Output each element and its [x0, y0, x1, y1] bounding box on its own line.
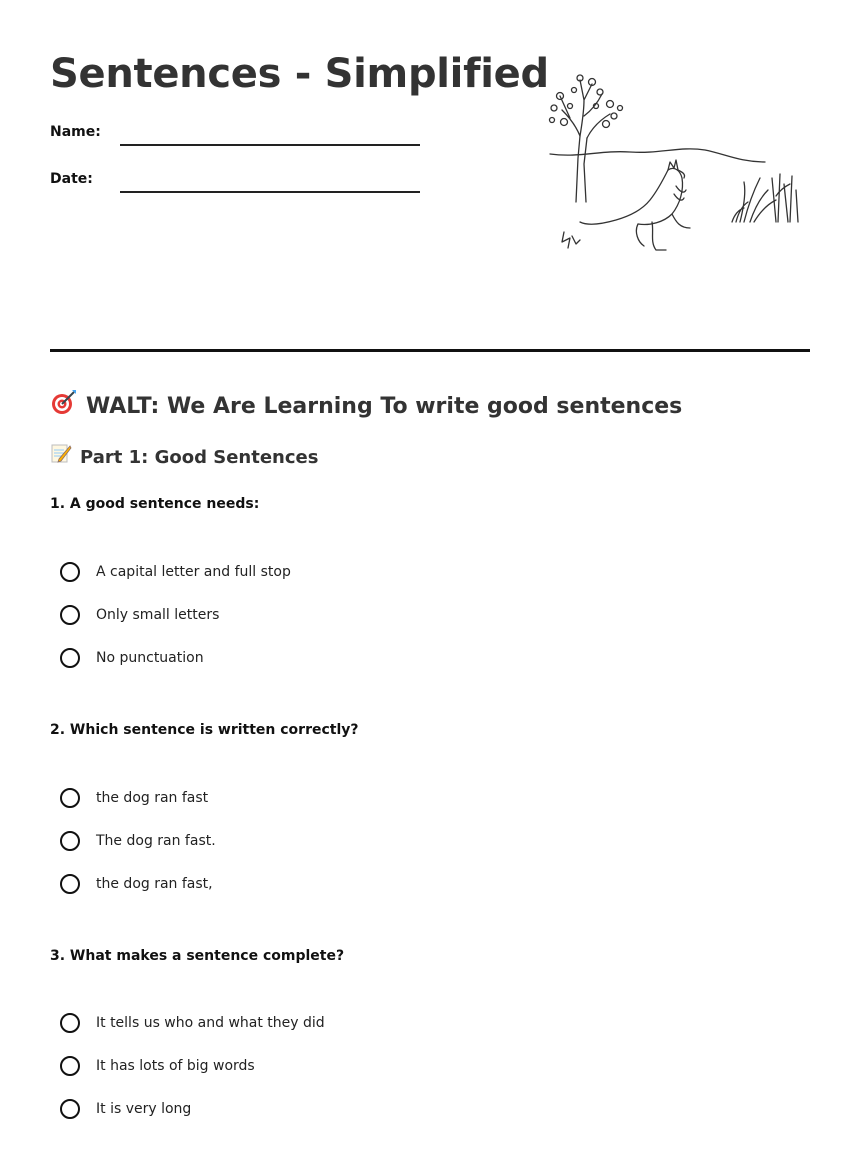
memo-icon [50, 442, 72, 473]
option-label: the dog ran fast, [96, 876, 213, 892]
question-2-option-1[interactable] [60, 785, 208, 811]
option-label: Only small letters [96, 607, 220, 623]
date-input-line[interactable] [120, 191, 420, 193]
walt-heading [50, 388, 682, 426]
question-1-option-2[interactable] [60, 602, 219, 628]
name-field-row [50, 116, 430, 146]
question-3: 3. What makes a sentence complete? [50, 948, 345, 964]
radio-button[interactable] [60, 831, 80, 851]
question-2-option-2[interactable] [60, 828, 216, 854]
option-label: No punctuation [96, 650, 204, 666]
name-label: Name: [50, 124, 101, 140]
option-label: It is very long [96, 1101, 192, 1117]
option-label: The dog ran fast. [96, 833, 216, 849]
question-3-option-2[interactable] [60, 1053, 255, 1079]
option-label: It tells us who and what they did [96, 1015, 325, 1031]
option-label: the dog ran fast [96, 790, 209, 806]
radio-button[interactable] [60, 874, 80, 894]
part1-heading-text: Part 1: Good Sentences [80, 446, 319, 468]
radio-button[interactable] [60, 605, 80, 625]
date-field-row [50, 163, 430, 193]
question-1-option-1[interactable] [60, 559, 291, 585]
option-label: It has lots of big words [96, 1058, 255, 1074]
radio-button[interactable] [60, 562, 80, 582]
radio-button[interactable] [60, 648, 80, 668]
name-input-line[interactable] [120, 144, 420, 146]
question-3-option-3[interactable] [60, 1096, 191, 1122]
option-label: A capital letter and full stop [96, 564, 291, 580]
question-2: 2. Which sentence is written correctly? [50, 722, 359, 738]
question-1: 1. A good sentence needs: [50, 496, 260, 512]
page-title: Sentences - Simplified [50, 51, 549, 97]
question-3-option-1[interactable] [60, 1010, 325, 1036]
kangaroo-tree-illustration [540, 66, 810, 261]
section-divider [50, 349, 810, 352]
radio-button[interactable] [60, 1099, 80, 1119]
radio-button[interactable] [60, 1056, 80, 1076]
walt-text: WALT: We Are Learning To write good sentences [86, 394, 683, 419]
part1-heading [50, 442, 318, 473]
radio-button[interactable] [60, 788, 80, 808]
date-label: Date: [50, 171, 93, 187]
target-icon [50, 388, 78, 426]
radio-button[interactable] [60, 1013, 80, 1033]
question-1-option-3[interactable] [60, 645, 204, 671]
question-2-option-3[interactable] [60, 871, 213, 897]
